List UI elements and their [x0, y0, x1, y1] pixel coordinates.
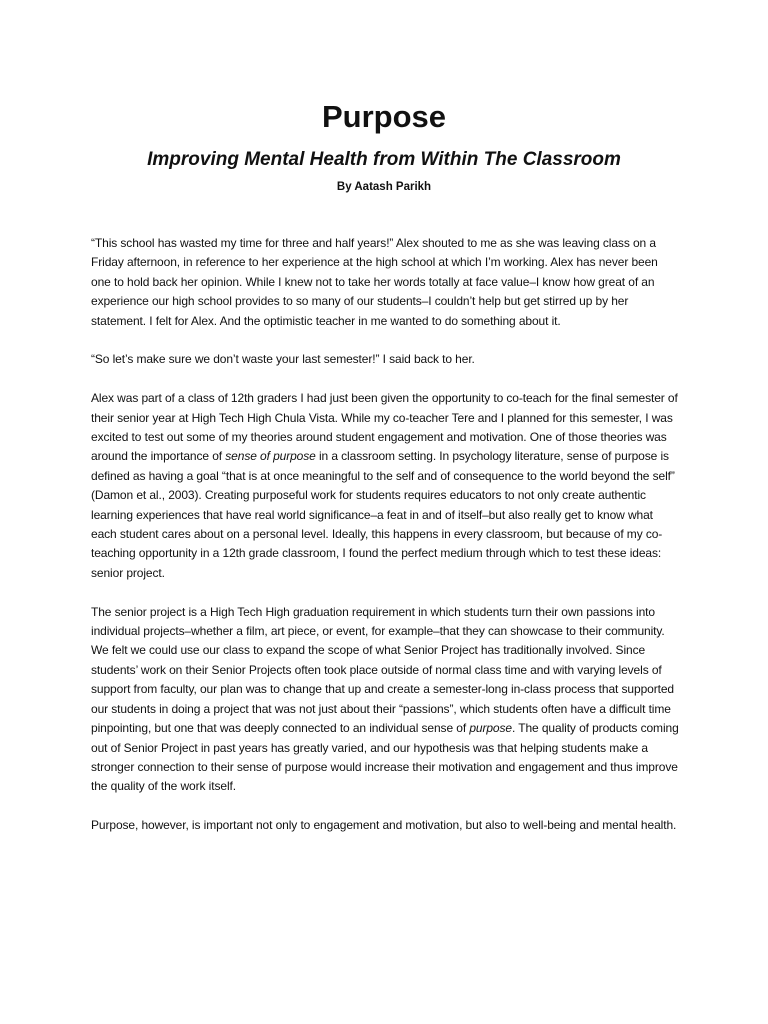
- emphasized-phrase: sense of purpose: [225, 449, 316, 464]
- author-byline: By Aatash Parikh: [336, 181, 432, 193]
- paragraph-text: “This school has wasted my time for three and half years!” Alex shouted to me as she was leaving class on a Friday afternoon, in reference to her experience at the high school at which I’m working. Alex has never been one to hold back her opinion. While I knew not to take her words totally at face value–I know how great of an experience our high school provides to so many of our students–I couldn’t help but get stirred up by her statement. I felt for Alex. And the optimistic teacher in me wanted to do something about it.: [91, 236, 658, 328]
- document-subtitle: Improving Mental Health from Within The Classroom: [147, 149, 621, 170]
- body-paragraph: [91, 603, 679, 797]
- paragraph-text: in a classroom setting. In psychology literature, sense of purpose is defined as having a goal “that is at once meaningful to the self and of consequence to the world beyond the self” (Damon et al., 2003). Creating purposeful work for students requires educators to not only create authentic learning experiences that have real world significance–a feat in and of itself–but also really get to know what each student cares about on a personal level. Ideally, this happens in every classroom, but because of my co-teaching opportunity in a 12th grade classroom, I found the perfect medium through which to test these ideas: senior project.: [91, 449, 675, 580]
- paragraph-text: “So let’s make sure we don’t waste your last semester!” I said back to her.: [91, 352, 475, 367]
- body-paragraph: [91, 816, 679, 835]
- body-paragraph: [91, 350, 679, 369]
- document-title: Purpose: [321, 99, 447, 134]
- paragraph-text: Alex was part of a class of 12th graders I had just been given the opportunity to co-teach for the final semester of their senior year at High Tech High Chula Vista. While my co-teacher Tere and I planned for this semester, I was excited to test out some of my theories around student engagement and motivation. One of those theories was around the importance of: [91, 391, 678, 464]
- body-paragraph: [91, 389, 679, 583]
- paragraph-text: Purpose, however, is important not only to engagement and motivation, but also to well-being and mental health.: [91, 818, 677, 833]
- paragraph-text: . The quality of products coming out of Senior Project in past years has greatly varied, and our hypothesis was that helping students make a stronger connection to their sense of purpose would increase their motivation and engagement and thus improve the quality of the work itself.: [91, 721, 679, 794]
- emphasized-phrase: purpose: [469, 721, 512, 736]
- body-paragraph: [91, 234, 679, 331]
- paragraph-text: The senior project is a High Tech High graduation requirement in which students turn their own passions into individual projects–whether a film, art piece, or event, for example–that they can showcase to their community. We felt we could use our class to expand the scope of what Senior Project has traditionally involved. Since students’ work on their Senior Projects often took place outside of normal class time and with varying levels of support from faculty, our plan was to change that up and create a semester-long in-class process that supported our students in doing a project that was not just about their “passions”, which students often have a difficult time pinpointing, but one that was deeply connected to an individual sense of: [91, 604, 675, 736]
- article-body: [91, 234, 679, 855]
